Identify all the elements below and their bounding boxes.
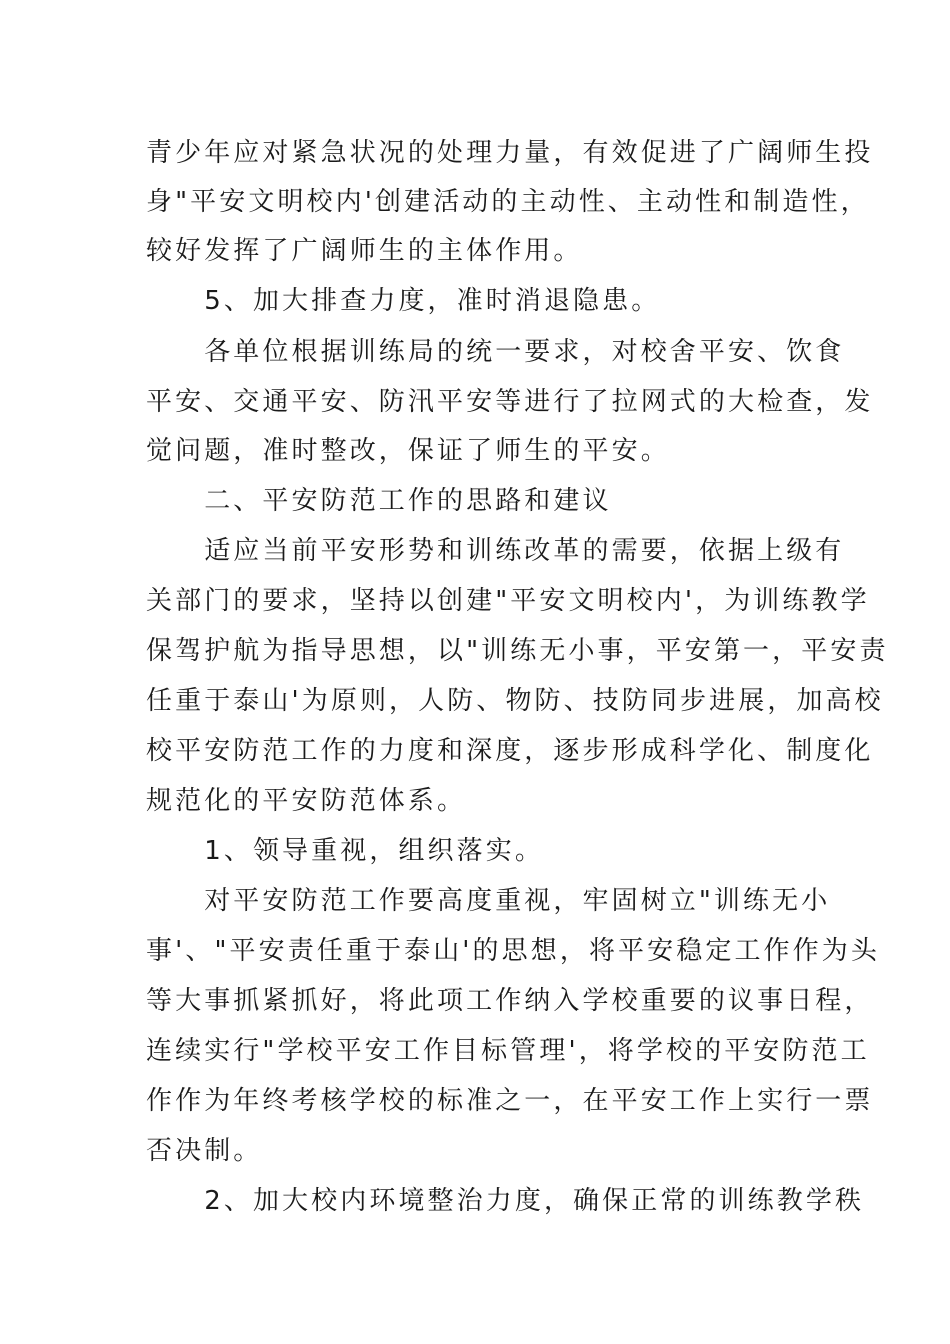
section-heading-2-env: 2、加大校内环境整治力度，确保正常的训练教学秩 — [146, 1186, 865, 1216]
text-line: 连续实行"学校平安工作目标管理'，将学校的平安防范工 — [146, 1036, 870, 1066]
text-line: 对平安防范工作要高度重视，牢固树立"训练无小 — [146, 886, 831, 916]
text-line: 规范化的平安防范体系。 — [146, 786, 467, 816]
text-line: 作作为年终考核学校的标准之一，在平安工作上实行一票 — [146, 1086, 874, 1116]
section-heading-1: 1、领导重视，组织落实。 — [146, 836, 544, 866]
text-line: 身"平安文明校内'创建活动的主动性、主动性和制造性， — [146, 187, 870, 217]
text-line: 较好发挥了广阔师生的主体作用。 — [146, 236, 583, 266]
text-line: 等大事抓紧抓好，将此项工作纳入学校重要的议事日程， — [146, 986, 874, 1016]
section-heading-2: 二、平安防范工作的思路和建议 — [146, 486, 612, 516]
section-heading-5: 5、加大排查力度，准时消退隐患。 — [146, 286, 661, 316]
text-line: 校平安防范工作的力度和深度，逐步形成科学化、制度化 — [146, 736, 874, 766]
text-line: 平安、交通平安、防汛平安等进行了拉网式的大检查，发 — [146, 387, 874, 417]
text-line: 否决制。 — [146, 1136, 263, 1166]
text-line: 事'、"平安责任重于泰山'的思想，将平安稳定工作作为头 — [146, 936, 880, 966]
text-line: 各单位根据训练局的统一要求，对校舍平安、饮食 — [146, 337, 845, 367]
text-line: 保驾护航为指导思想，以"训练无小事，平安第一，平安责 — [146, 636, 889, 666]
text-line: 青少年应对紧急状况的处理力量，有效促进了广阔师生投 — [146, 138, 874, 168]
text-line: 觉问题，准时整改，保证了师生的平安。 — [146, 436, 670, 466]
text-line: 适应当前平安形势和训练改革的需要，依据上级有 — [146, 536, 845, 566]
text-line: 关部门的要求，坚持以创建"平安文明校内'，为训练教学 — [146, 586, 870, 616]
text-line: 任重于泰山'为原则，人防、物防、技防同步进展，加高校 — [146, 686, 884, 716]
